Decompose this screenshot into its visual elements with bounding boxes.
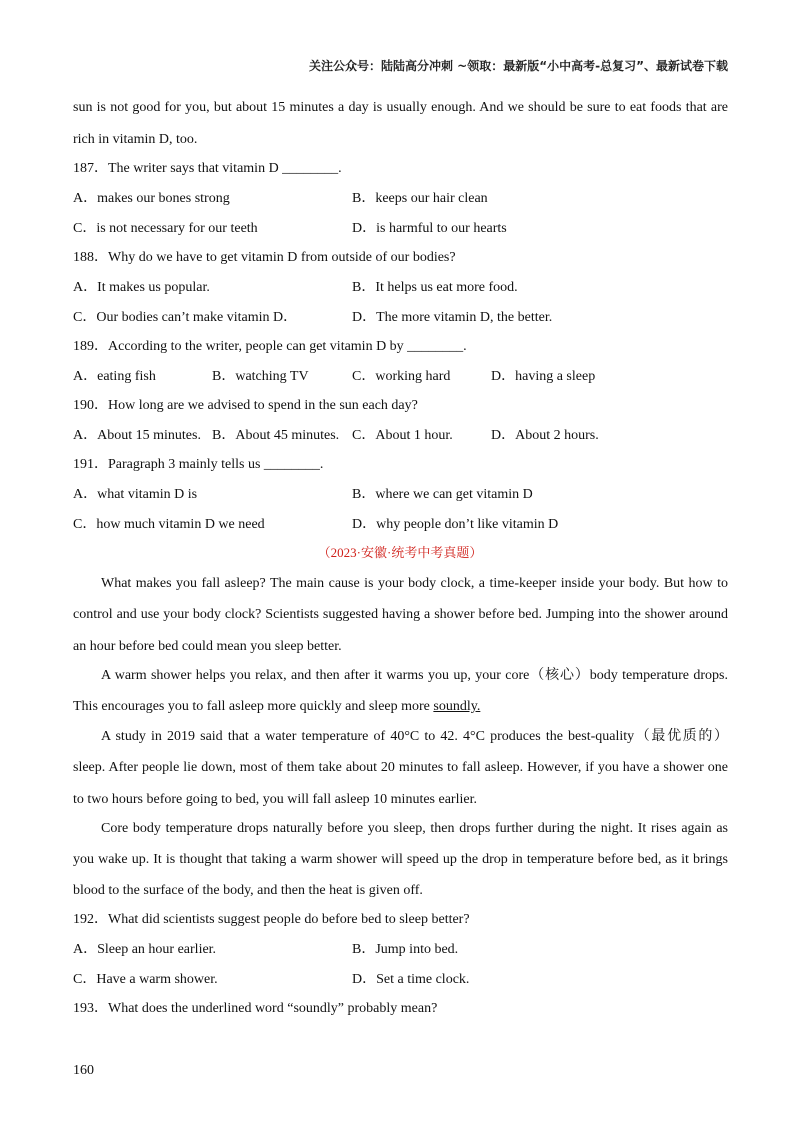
page-number: 160 xyxy=(73,1063,94,1078)
question-189-option-a: A．eating fish xyxy=(73,369,156,384)
question-191-option-c: C．how much vitamin D we need xyxy=(73,517,265,532)
question-187-option-c: C．is not necessary for our teeth xyxy=(73,221,258,236)
question-191-stem: 191．Paragraph 3 mainly tells us ________. xyxy=(73,457,324,472)
passage-p2-line-1: A warm shower helps you relax, and then after it warms you up, your core（核心）body temperature drops. xyxy=(101,668,728,683)
question-187-stem: 187．The writer says that vitamin D ________. xyxy=(73,161,342,176)
passage-p4-line-2: you wake up. It is thought that taking a warm shower will speed up the drop in temperature before bed, as it brings xyxy=(73,852,728,867)
question-188-option-d: D．The more vitamin D, the better. xyxy=(352,310,553,325)
passage-p3-line-1: A study in 2019 said that a water temperature of 40°C to 42. 4°C produces the best-quality（最优质的） xyxy=(101,729,728,744)
passage-p2-line-2 xyxy=(73,699,728,715)
question-187-option-b: B．keeps our hair clean xyxy=(352,191,488,206)
passage-p4-line-3: blood to the surface of the body, and then the heat is given off. xyxy=(73,883,423,898)
passage-p4-line-1: Core body temperature drops naturally before you sleep, then drops further during the night. It rises again as xyxy=(101,821,728,836)
question-190-option-c: C．About 1 hour. xyxy=(352,428,453,443)
intro-line-1: sun is not good for you, but about 15 minutes a day is usually enough. And we should be sure to eat foods that are xyxy=(73,100,728,115)
passage-p3-line-2: sleep. After people lie down, most of them take about 20 minutes to fall asleep. However, if you have a shower one xyxy=(73,760,728,775)
question-192-option-b: B．Jump into bed. xyxy=(352,942,459,957)
question-192-option-d: D．Set a time clock. xyxy=(352,972,470,987)
question-190-option-d: D．About 2 hours. xyxy=(491,428,599,443)
question-189-option-c: C．working hard xyxy=(352,369,451,384)
question-193-stem: 193．What does the underlined word “soundly” probably mean? xyxy=(73,1001,438,1016)
question-191-option-d: D．why people don’t like vitamin D xyxy=(352,517,559,532)
question-188-option-b: B．It helps us eat more food. xyxy=(352,280,518,295)
question-187-option-d: D．is harmful to our hearts xyxy=(352,221,507,236)
question-192-stem: 192．What did scientists suggest people do before bed to sleep better? xyxy=(73,912,470,927)
question-189-stem: 189．According to the writer, people can get vitamin D by ________. xyxy=(73,339,467,354)
question-189-option-b: B．watching TV xyxy=(212,369,309,384)
question-188-option-c: C．Our bodies can’t make vitamin D． xyxy=(73,310,298,325)
passage-p3-line-3: to two hours before going to bed, you will fall asleep 10 minutes earlier. xyxy=(73,792,477,807)
question-189-option-d: D．having a sleep xyxy=(491,369,596,384)
passage-p1-line-1: What makes you fall asleep? The main cause is your body clock, a time-keeper inside your body. But how to xyxy=(101,576,728,591)
question-188-stem: 188．Why do we have to get vitamin D from outside of our bodies? xyxy=(73,250,456,265)
question-191-option-b: B．where we can get vitamin D xyxy=(352,487,533,502)
passage-p1-line-3: an hour before bed could mean you sleep better. xyxy=(73,639,342,654)
question-188-option-a: A．It makes us popular. xyxy=(73,280,210,295)
passage-p2-line-2-text: This encourages you to fall asleep more quickly and sleep more xyxy=(73,699,434,714)
question-192-option-a: A．Sleep an hour earlier. xyxy=(73,942,217,957)
question-187-option-a: A．makes our bones strong xyxy=(73,191,230,206)
question-190-option-a: A．About 15 minutes. xyxy=(73,428,201,443)
question-190-option-b: B．About 45 minutes. xyxy=(212,428,340,443)
question-191-option-a: A．what vitamin D is xyxy=(73,487,198,502)
intro-line-2: rich in vitamin D, too. xyxy=(73,132,198,147)
page-header: 关注公众号：陆陆高分冲刺 ~领取：最新版“小中高考-总复习”、最新试卷下载 xyxy=(309,59,728,73)
passage-p1-line-2: control and use your body clock? Scientists suggested having a shower before bed. Jumping into the shower around xyxy=(73,607,728,622)
underlined-word-soundly: soundly. xyxy=(433,699,481,714)
question-192-option-c: C．Have a warm shower. xyxy=(73,972,218,987)
source-label: （2023·安徽·统考中考真题） xyxy=(317,545,483,560)
question-190-stem: 190．How long are we advised to spend in the sun each day? xyxy=(73,398,418,413)
